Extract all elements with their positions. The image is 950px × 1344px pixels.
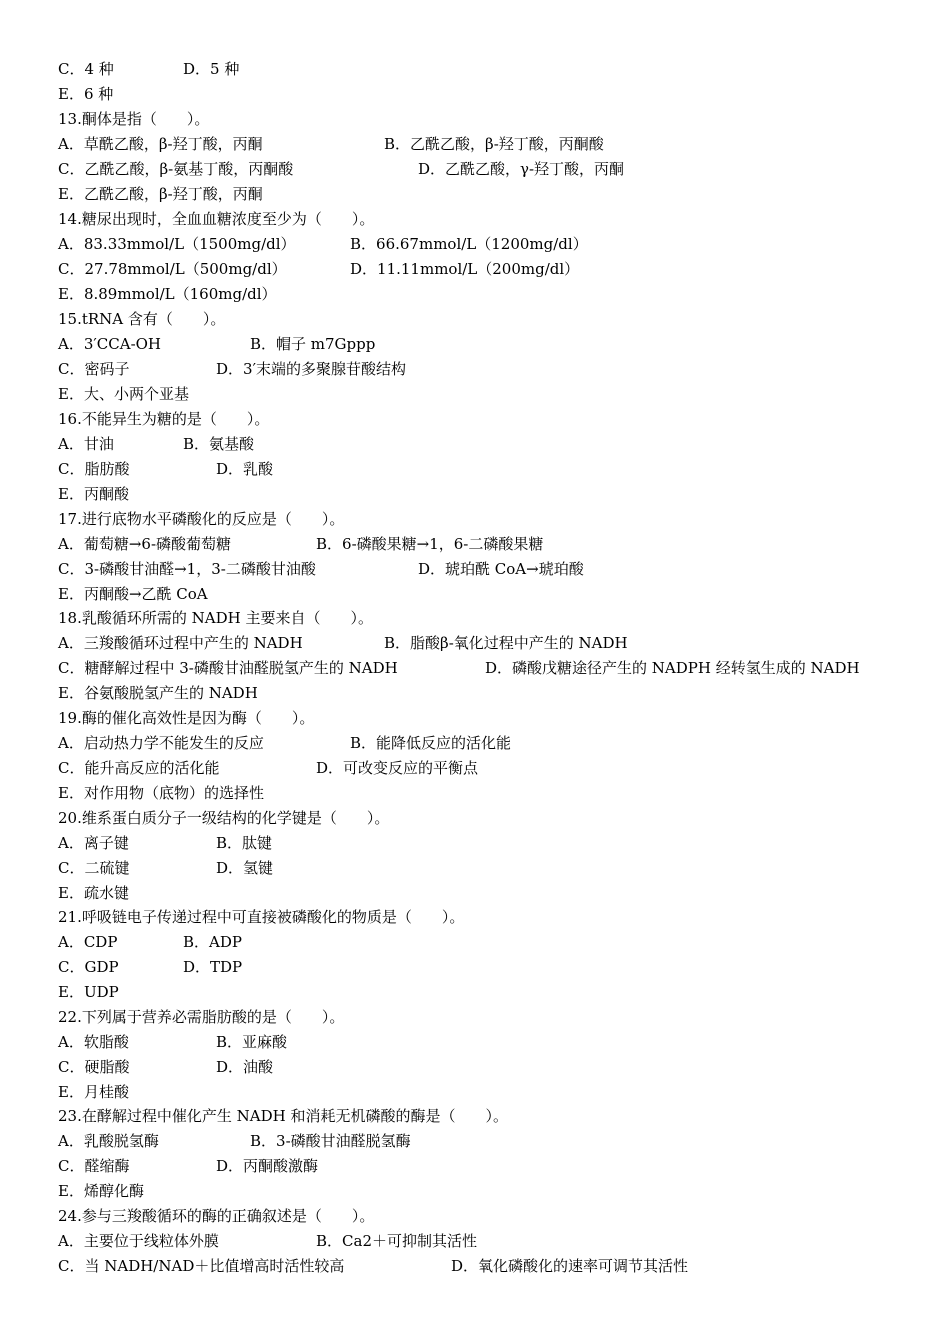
option-a: A．乳酸脱氢酶 [58, 1132, 159, 1150]
option-b: B．亚麻酸 [216, 1033, 288, 1051]
option-b: B．氨基酸 [183, 435, 255, 453]
option-a: A．三羧酸循环过程中产生的 NADH [58, 634, 303, 652]
option-d: D．氢键 [216, 859, 274, 877]
option-a: A．CDP [58, 933, 118, 951]
option-b: B．ADP [183, 933, 242, 951]
option-e: E．烯醇化酶 [58, 1182, 144, 1200]
option-b: B．脂酸β-氧化过程中产生的 NADH [384, 634, 628, 652]
option-b: B．乙酰乙酸，β-羟丁酸，丙酮酸 [384, 135, 604, 153]
option-e: E．8.89mmol/L（160mg/dl） [58, 285, 277, 303]
option-c: C．醛缩酶 [58, 1157, 130, 1175]
question-text: 23.在酵解过程中催化产生 NADH 和消耗无机磷酸的酶是（ ）。 [58, 1107, 508, 1125]
option-b: B．Ca2＋可抑制其活性 [316, 1232, 477, 1250]
question-text: 18.乳酸循环所需的 NADH 主要来自（ ）。 [58, 609, 373, 627]
option-e: E．对作用物（底物）的选择性 [58, 784, 264, 802]
option-a: A．83.33mmol/L（1500mg/dl） [58, 235, 296, 253]
option-e: E．谷氨酸脱氢产生的 NADH [58, 684, 258, 702]
question-text: 14.糖尿出现时，全血血糖浓度至少为（ ）。 [58, 210, 375, 228]
option-a: A．葡萄糖→6-磷酸葡萄糖 [58, 535, 232, 553]
option-e: E．疏水键 [58, 884, 129, 902]
question-text: 13.酮体是指（ ）。 [58, 110, 210, 128]
option-e: E．6 种 [58, 85, 114, 103]
option-c: C．能升高反应的活化能 [58, 759, 220, 777]
option-c: C．4 种 [58, 60, 114, 78]
option-b: B．能降低反应的活化能 [350, 734, 512, 752]
option-d: D．乳酸 [216, 460, 274, 478]
option-c: C．密码子 [58, 360, 130, 378]
option-d: D．氧化磷酸化的速率可调节其活性 [451, 1257, 689, 1275]
option-b: B．6-磷酸果糖→1，6-二磷酸果糖 [316, 535, 544, 553]
option-e: E．丙酮酸 [58, 485, 129, 503]
option-d: D．可改变反应的平衡点 [316, 759, 479, 777]
question-text: 20.维系蛋白质分子一级结构的化学键是（ ）。 [58, 809, 390, 827]
question-text: 17.进行底物水平磷酸化的反应是（ ）。 [58, 510, 345, 528]
question-text: 24.参与三羧酸循环的酶的正确叙述是（ ）。 [58, 1207, 375, 1225]
option-b: B．帽子 m7Gppp [250, 335, 376, 353]
question-text: 21.呼吸链电子传递过程中可直接被磷酸化的物质是（ ）。 [58, 908, 465, 926]
option-c: C．乙酰乙酸，β-氨基丁酸，丙酮酸 [58, 160, 294, 178]
option-d: D．琥珀酰 CoA→琥珀酸 [418, 560, 584, 578]
option-b: B．3-磷酸甘油醛脱氢酶 [250, 1132, 411, 1150]
option-e: E．丙酮酸→乙酰 CoA [58, 585, 208, 603]
option-a: A．软脂酸 [58, 1033, 129, 1051]
option-d: D．丙酮酸激酶 [216, 1157, 319, 1175]
option-a: A．3′CCA-OH [58, 335, 162, 353]
option-c: C．当 NADH/NAD＋比值增高时活性较高 [58, 1257, 345, 1275]
question-text: 16.不能异生为糖的是（ ）。 [58, 410, 270, 428]
option-c: C．27.78mmol/L（500mg/dl） [58, 260, 287, 278]
option-c: C．二硫键 [58, 859, 130, 877]
option-d: D．11.11mmol/L（200mg/dl） [350, 260, 580, 278]
question-text: 22.下列属于营养必需脂肪酸的是（ ）。 [58, 1008, 345, 1026]
option-c: C．硬脂酸 [58, 1058, 130, 1076]
option-a: A．离子键 [58, 834, 129, 852]
option-d: D．乙酰乙酸，γ-羟丁酸，丙酮 [418, 160, 625, 178]
option-a: A．启动热力学不能发生的反应 [58, 734, 264, 752]
option-e: E．UDP [58, 983, 119, 1001]
option-e: E．月桂酸 [58, 1083, 129, 1101]
question-text: 19.酶的催化高效性是因为酶（ ）。 [58, 709, 315, 727]
option-e: E．大、小两个亚基 [58, 385, 189, 403]
option-c: C．糖酵解过程中 3-磷酸甘油醛脱氢产生的 NADH [58, 659, 398, 677]
option-a: A．草酰乙酸，β-羟丁酸，丙酮 [58, 135, 263, 153]
question-text: 15.tRNA 含有（ ）。 [58, 310, 226, 328]
option-d: D．5 种 [183, 60, 240, 78]
option-a: A．主要位于线粒体外膜 [58, 1232, 219, 1250]
option-c: C．脂肪酸 [58, 460, 130, 478]
option-b: B．肽键 [216, 834, 273, 852]
option-b: B．66.67mmol/L（1200mg/dl） [350, 235, 588, 253]
option-d: D．油酸 [216, 1058, 274, 1076]
option-d: D．磷酸戊糖途径产生的 NADPH 经转氢生成的 NADH [485, 659, 860, 677]
option-c: C．3-磷酸甘油醛→1，3-二磷酸甘油酸 [58, 560, 316, 578]
option-e: E．乙酰乙酸，β-羟丁酸，丙酮 [58, 185, 263, 203]
option-a: A．甘油 [58, 435, 114, 453]
option-d: D．TDP [183, 958, 243, 976]
option-c: C．GDP [58, 958, 119, 976]
option-d: D．3′末端的多聚腺苷酸结构 [216, 360, 406, 378]
